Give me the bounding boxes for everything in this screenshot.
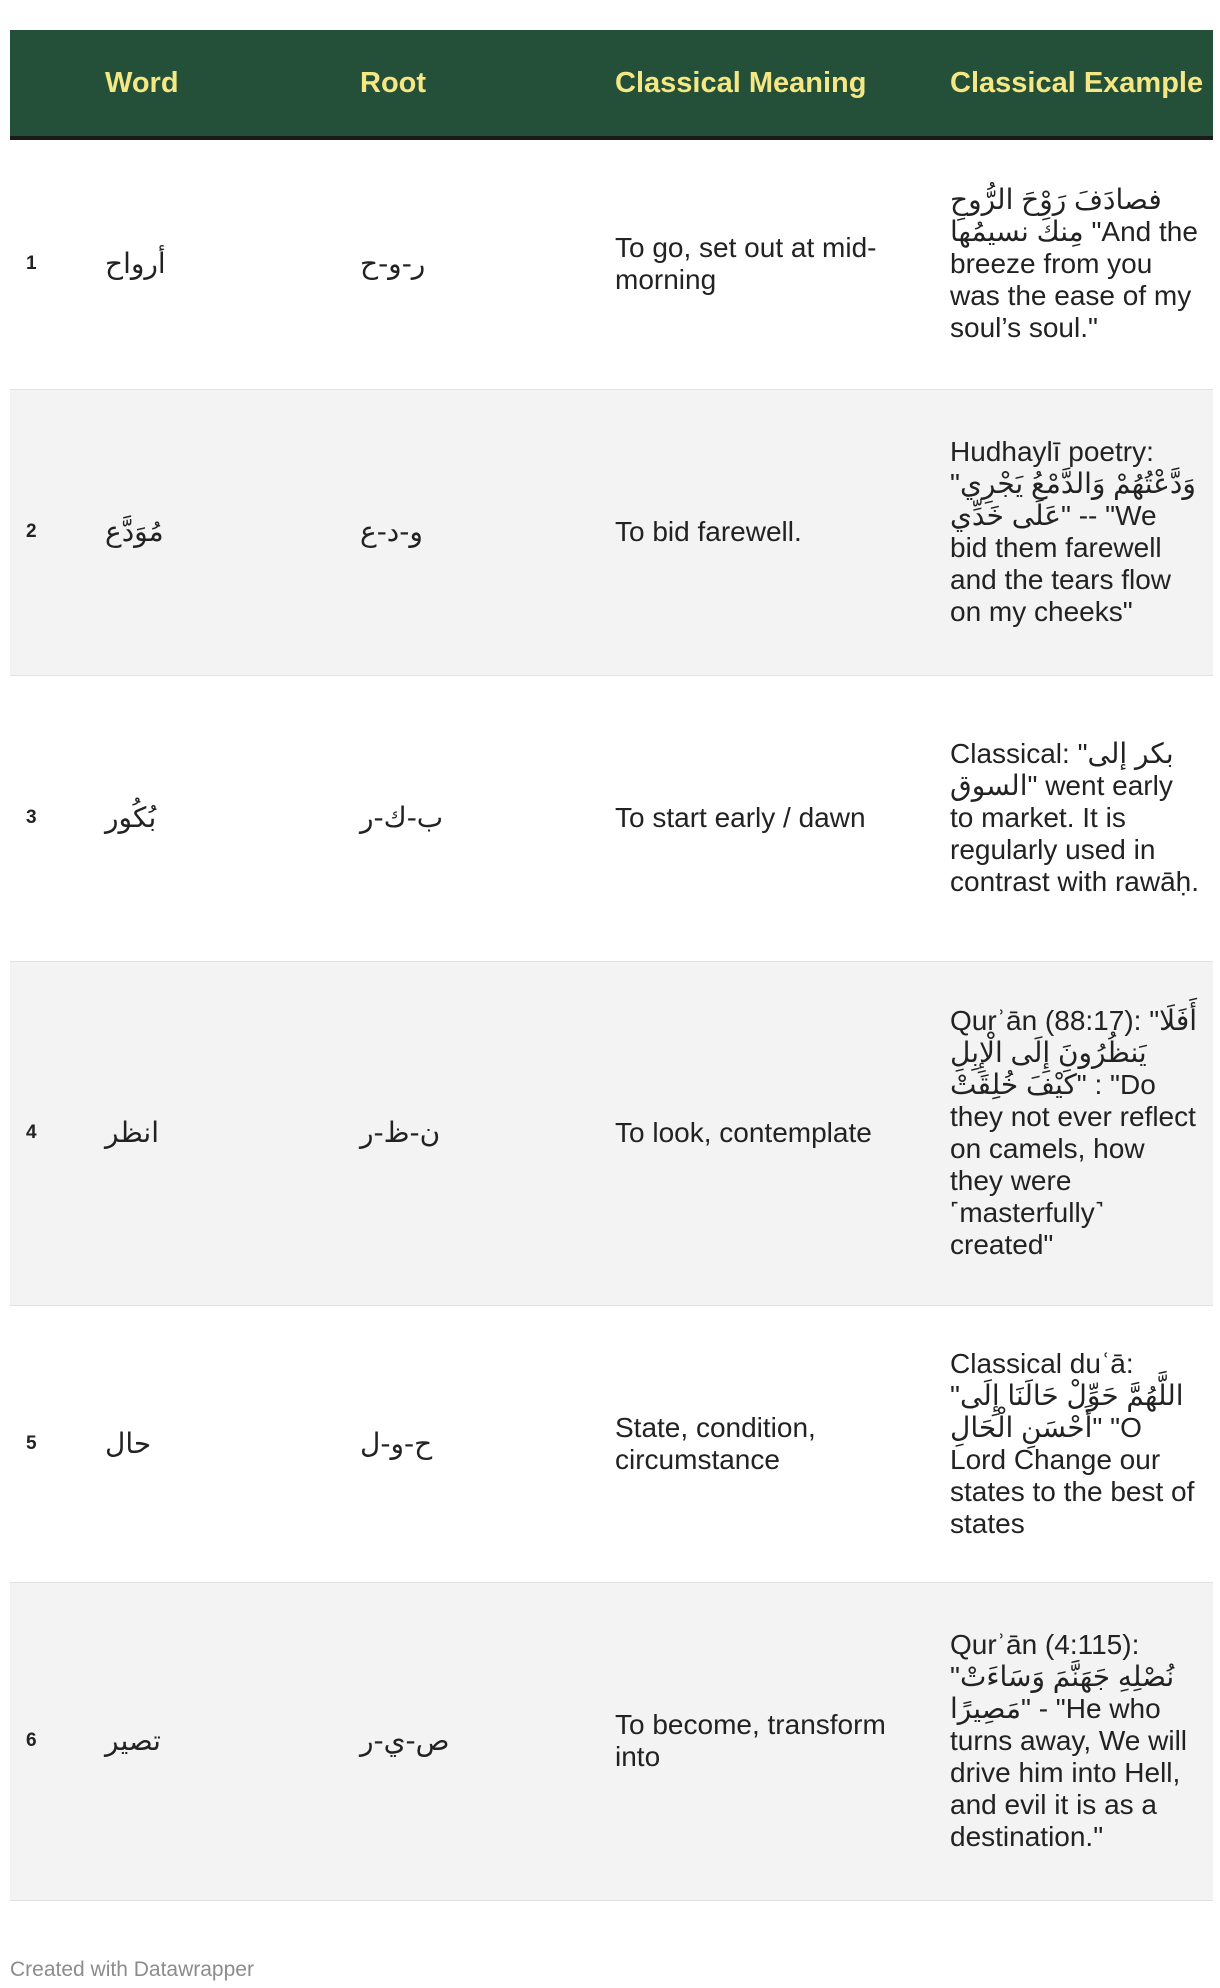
root-text: و-د-ع: [360, 515, 423, 548]
root-text: ب-ك-ر: [360, 801, 444, 834]
meaning-cell: To go, set out at mid-morning: [603, 138, 940, 389]
root-cell: [348, 1582, 603, 1900]
table-row: [10, 138, 1213, 389]
header-root[interactable]: Root: [348, 30, 603, 138]
example-cell: Qurʾān (4:115): "نُصْلِهِ جَهَنَّمَ وَسَاءَتْ مَصِيرًا" - "He who turns away, We will drive him into Hell, and evil it is as a destination.": [940, 1582, 1213, 1900]
root-text: ن-ظ-ر: [360, 1116, 441, 1149]
word-text: تصير: [105, 1724, 161, 1757]
root-cell: [348, 675, 603, 961]
word-cell: [93, 1582, 348, 1900]
root-text: ص-ي-ر: [360, 1724, 450, 1757]
vocabulary-table-container: [10, 30, 1213, 1901]
example-cell: Hudhaylī poetry: "وَدَّعْتُهُمْ وَالدَّمْعُ يَجْرِي عَلَى خَدِّي" -- "We bid them farewell and the tears flow on my cheeks": [940, 389, 1213, 675]
word-text: حال: [105, 1426, 152, 1460]
root-text: ح-و-ل: [360, 1426, 433, 1460]
example-cell: Classical: "بكر إلى السوق" went early to market. It is regularly used in contrast with rawāḥ.: [940, 675, 1213, 961]
header-classical-example[interactable]: Classical Example: [940, 30, 1213, 138]
row-number: 4: [10, 961, 93, 1305]
root-cell: [348, 389, 603, 675]
word-cell: [93, 389, 348, 675]
meaning-cell: State, condition, circumstance: [603, 1305, 940, 1582]
header-classical-meaning[interactable]: Classical Meaning: [603, 30, 940, 138]
row-number: 5: [10, 1305, 93, 1582]
meaning-cell: To start early / dawn: [603, 675, 940, 961]
example-cell: فصادَفَ رَوْحَ الرُّوحِ مِنكَ نسيمُها "And the breeze from you was the ease of my soul’s soul.": [940, 138, 1213, 389]
word-cell: [93, 1305, 348, 1582]
row-number: 3: [10, 675, 93, 961]
row-number: 6: [10, 1582, 93, 1900]
row-number: 2: [10, 389, 93, 675]
table-row: [10, 1582, 1213, 1900]
row-number: 1: [10, 138, 93, 389]
root-cell: [348, 1305, 603, 1582]
word-text: انظر: [105, 1116, 159, 1149]
word-text: بُكُور: [105, 801, 157, 834]
word-text: أرواح: [105, 247, 166, 281]
table-row: [10, 389, 1213, 675]
example-cell: Qurʾān (88:17): "أَفَلَا يَنظُرُونَ إِلَى الْإِبِلِ كَيْفَ خُلِقَتْ" : "Do they not ever reflect on camels, how they were ˹masterfully˺ created": [940, 961, 1213, 1305]
table-row: [10, 675, 1213, 961]
table-row: [10, 1305, 1213, 1582]
header-number: [10, 30, 93, 138]
root-text: ر-و-ح: [360, 247, 426, 281]
word-cell: [93, 675, 348, 961]
table-header-row: [10, 30, 1213, 138]
word-cell: [93, 138, 348, 389]
meaning-cell: To bid farewell.: [603, 389, 940, 675]
datawrapper-credit[interactable]: Created with Datawrapper: [10, 1958, 254, 1981]
header-word[interactable]: Word: [93, 30, 348, 138]
meaning-cell: To become, transform into: [603, 1582, 940, 1900]
word-cell: [93, 961, 348, 1305]
word-text: مُوَدَّع: [105, 515, 164, 548]
table-row: [10, 961, 1213, 1305]
root-cell: [348, 138, 603, 389]
example-cell: Classical duʿā: "اللَّهُمَّ حَوِّلْ حَالَنَا إِلَى أَحْسَنِ الْحَالِ" "O Lord Change our states to the best of states: [940, 1305, 1213, 1582]
meaning-cell: To look, contemplate: [603, 961, 940, 1305]
vocabulary-table: [10, 30, 1213, 1901]
root-cell: [348, 961, 603, 1305]
